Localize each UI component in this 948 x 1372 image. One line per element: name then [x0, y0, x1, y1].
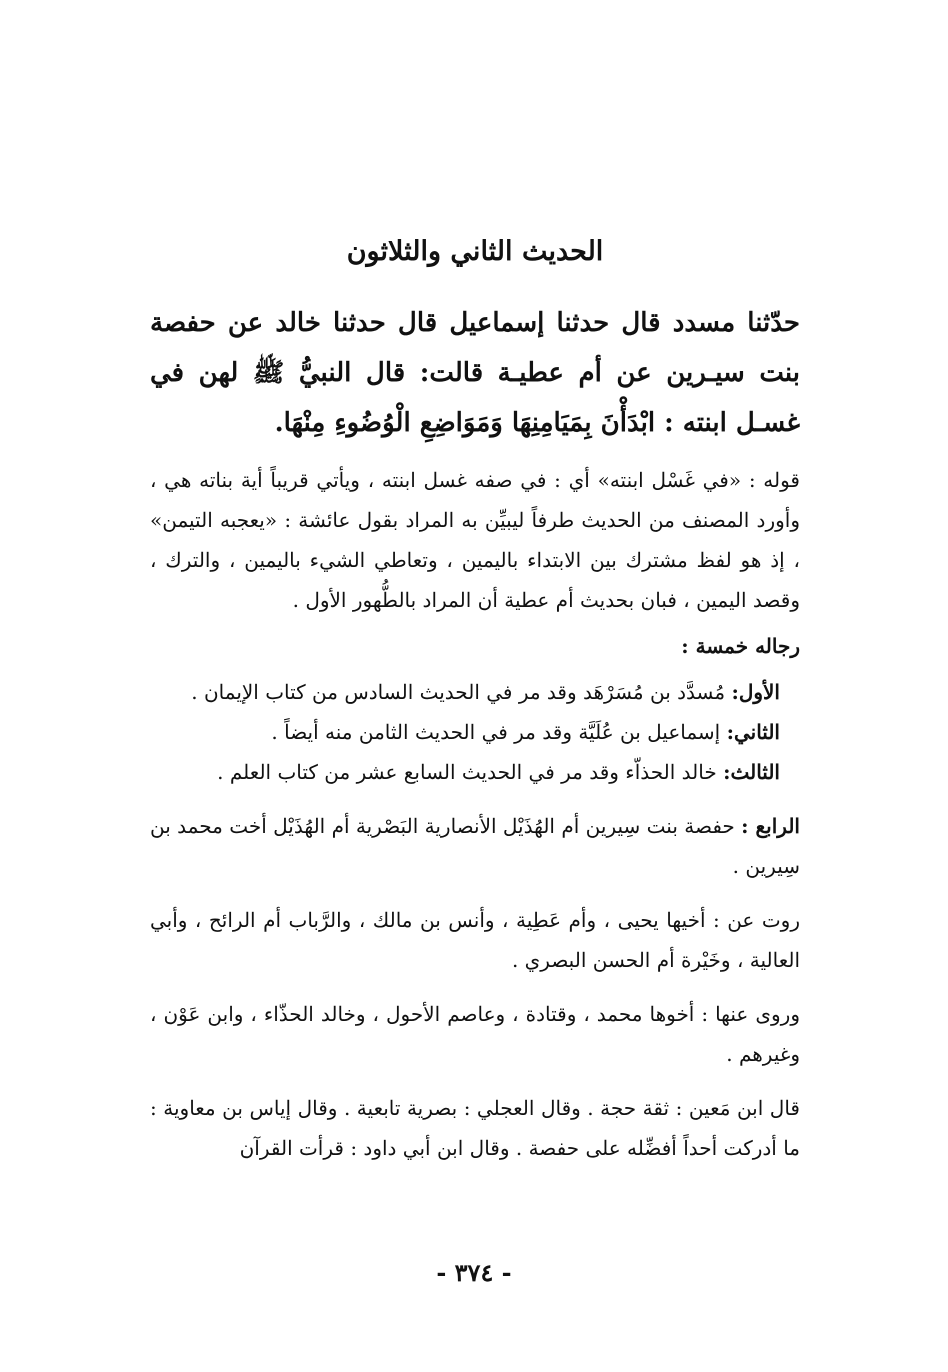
page-content [150, 228, 800, 1168]
narrator-text: خالد الحذاّء وقد مر في الحديث السابع عشر من كتاب العلم . [217, 760, 717, 784]
narrator-label: الرابع : [741, 814, 800, 838]
narrator-label: الثاني: [726, 720, 780, 744]
narrator-text: حفصة بنت سِيرين أم الهُذَيْل الأنصارية البَصْرية أم الهُذَيْل أخت محمد بن سِيرين . [150, 814, 800, 878]
praise-paragraph: قال ابن مَعين : ثقة حجة . وقال العجلي : بصرية تابعية . وقال إياس بن معاوية : ما أدركت أحداً أفضِّله على حفصة . وقال ابن أبي داود : قرأت القرآن [150, 1096, 800, 1160]
narrator-third [150, 752, 780, 792]
narrator-text: مُسدَّد بن مُسَرْهَد وقد مر في الحديث السادس من كتاب الإيمان . [191, 680, 726, 704]
chapter-title: الحديث الثاني والثلاثون [346, 236, 604, 267]
page-number: - ٣٧٤ - [436, 1258, 512, 1287]
narrator-fourth [150, 806, 800, 886]
commentary-paragraph: قوله : «في غَسْل ابنته» أي : في صفه غسل ابنته ، ويأتي قريباً أية بناته هي ، وأورد المصنف من الحديث طرفاً ليبيِّن به المراد بقول عائشة : «يعجبه التيمن» ، إذ هو لفظ مشترك بين الابتداء باليمين ، وتعاطي الشيء باليمين ، والترك ، وقصد اليمين ، فبان بحديث أم عطية أن المراد بالطُّهور الأول . [150, 468, 800, 612]
narrators-list [150, 672, 780, 792]
narrator-first [150, 672, 780, 712]
narrated-from-paragraph: روت عن : أخيها يحيى ، وأم عَطِية ، وأنس بن مالك ، والرَّباب أم الرائح ، وأبي العالية ، وخَيْرة أم الحسن البصري . [150, 908, 800, 972]
hadith-text: حدّثنا مسدد قال حدثنا إسماعيل قال حدثنا خالد عن حفصة بنت سيـرين عن أم عطيـة قالت: قال النبيُّ ﷺ لهن في غسـل ابنته : ابْدَأْنَ بِمَيَامِنِهَا وَمَوَاضِعِ الْوُضُوءِ مِنْهَا. [150, 308, 800, 438]
narrator-label: الأول: [731, 680, 780, 704]
narrator-second [150, 712, 780, 752]
narrators-heading: رجاله خمسة : [681, 634, 800, 658]
narrator-label: الثالث: [723, 760, 780, 784]
narrated-by-paragraph: وروى عنها : أخوها محمد ، وقتادة ، وعاصم الأحول ، وخالد الحذّاء ، وابن عَوْن ، وغيرهم . [150, 1002, 800, 1066]
narrator-text: إسماعيل بن عُلَيَّة وقد مر في الحديث الثامن منه أيضاً . [271, 720, 721, 744]
